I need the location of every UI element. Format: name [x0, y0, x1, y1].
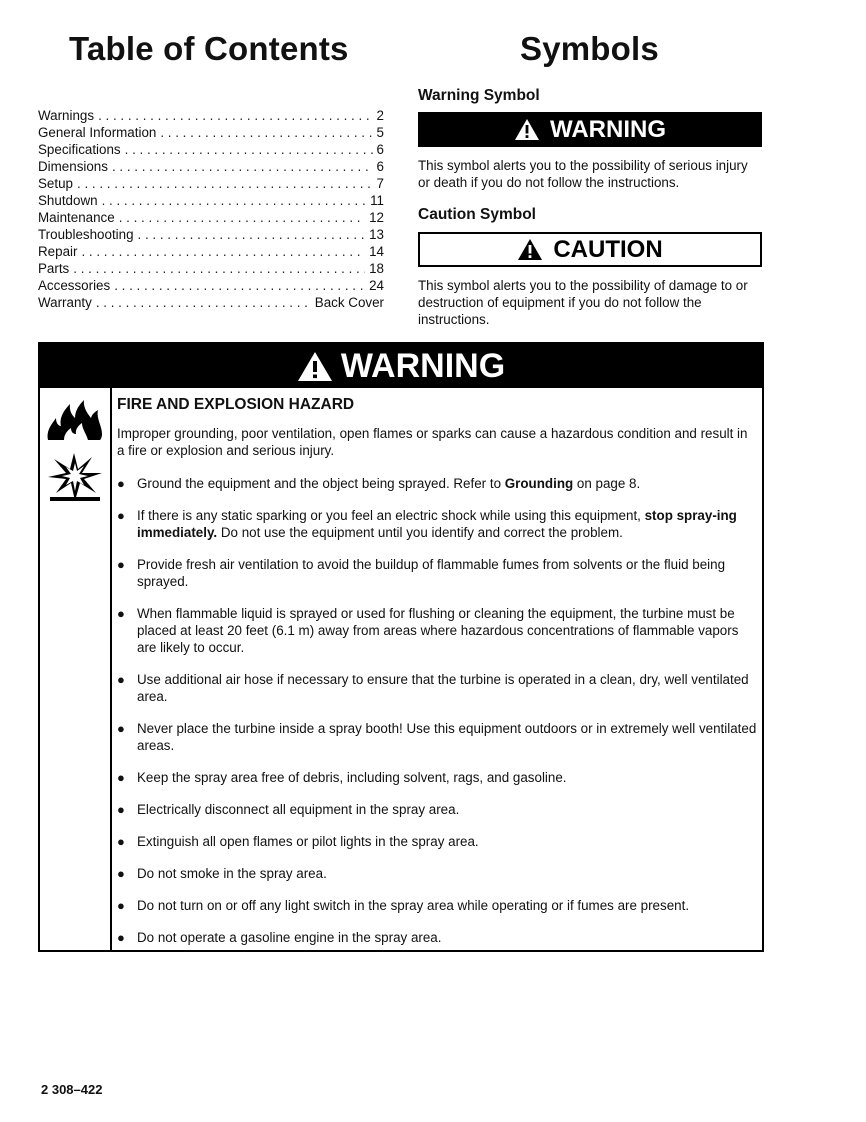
hazard-bullet-text [137, 897, 757, 914]
hazard-bullet-text [137, 720, 757, 754]
toc-entry [38, 294, 384, 311]
hazard-bullet-text [137, 507, 757, 541]
warning-symbol-label: WARNING [550, 115, 666, 143]
toc-list [38, 107, 384, 311]
toc-entry-label: Repair [38, 244, 78, 259]
toc-leader-dots [96, 294, 311, 311]
toc-entry [38, 209, 384, 226]
toc-entry-label: General Information [38, 125, 157, 140]
hazard-bullet-text [137, 671, 757, 705]
hazard-bullet [117, 801, 757, 818]
toc-entry-label: Parts [38, 261, 70, 276]
toc-entry-label: Troubleshooting [38, 227, 134, 242]
warning-triangle-icon [297, 351, 333, 382]
bullet-text-part: Keep the spray area free of debris, including solvent, rags, and gasoline. [137, 770, 567, 785]
caution-symbol-text: This symbol alerts you to the possibility of damage to or destruction of equipment if you do not follow the instructions. [418, 278, 748, 327]
toc-entry-page: 13 [369, 227, 384, 242]
toc-entry [38, 192, 384, 209]
hazard-intro: Improper grounding, poor ventilation, open flames or sparks can cause a hazardous condition and result in a fire or explosion and serious injury. [117, 426, 748, 458]
toc-leader-dots [102, 192, 367, 209]
bullet-icon: ● [117, 930, 125, 945]
fire-hazard-warning-block [38, 342, 764, 952]
hazard-bullet [117, 769, 757, 786]
hazard-title: FIRE AND EXPLOSION HAZARD [117, 396, 355, 413]
fire-icon [44, 396, 106, 442]
toc-leader-dots [114, 277, 365, 294]
toc-entry-page: 11 [370, 193, 384, 208]
toc-leader-dots [125, 141, 373, 158]
bullet-icon: ● [117, 672, 125, 687]
symbols-title: Symbols [520, 30, 659, 67]
toc-leader-dots [73, 260, 365, 277]
toc-entry-page: 7 [376, 176, 384, 191]
page-footer: 2 308–422 [41, 1082, 103, 1097]
hazard-bullet [117, 556, 757, 590]
bullet-icon: ● [117, 476, 125, 491]
toc-leader-dots [98, 107, 372, 124]
bullet-text-part: Electrically disconnect all equipment in the spray area. [137, 802, 460, 817]
bullet-text-part: Do not use the equipment until you identify and correct the problem. [217, 525, 623, 540]
bullet-icon: ● [117, 802, 125, 817]
hazard-bullet-text [137, 929, 757, 946]
toc-entry [38, 260, 384, 277]
toc-entry-page: 14 [369, 244, 384, 259]
bullet-text-part: Do not smoke in the spray area. [137, 866, 327, 881]
toc-entry [38, 158, 384, 175]
bullet-text-part: Never place the turbine inside a spray booth! Use this equipment outdoors or in extremely well ventilated areas. [137, 721, 757, 753]
hazard-bullet [117, 605, 757, 656]
hazard-bullet-text [137, 769, 757, 786]
bullet-text-emphasis: stop spray-ing immediately. [137, 508, 737, 540]
hazard-bullet [117, 897, 757, 914]
hazard-bullet [117, 865, 757, 882]
toc-entry-label: Setup [38, 176, 73, 191]
toc-entry [38, 141, 384, 158]
toc-entry-label: Accessories [38, 278, 111, 293]
bullet-icon: ● [117, 866, 125, 881]
hazard-bullet [117, 833, 757, 850]
bullet-text-emphasis: Grounding [504, 476, 574, 491]
bullet-icon: ● [117, 898, 125, 913]
hazard-warning-header [40, 344, 762, 388]
toc-entry-page: 12 [369, 210, 384, 225]
hazard-warning-label: WARNING [340, 346, 506, 385]
toc-leader-dots [119, 209, 365, 226]
bullet-text-part: Do not turn on or off any light switch in the spray area while operating or if fumes are present. [137, 898, 690, 913]
toc-entry [38, 124, 384, 141]
toc-entry [38, 175, 384, 192]
toc-entry-page: 6 [376, 142, 384, 157]
hazard-bullet [117, 929, 757, 946]
bullet-text-part: Provide fresh air ventilation to avoid the buildup of flammable fumes from solvents or the fluid being sprayed. [137, 557, 726, 589]
hazard-bullet [117, 507, 757, 541]
hazard-content [117, 396, 757, 961]
toc-leader-dots [160, 124, 372, 141]
warning-symbol-heading: Warning Symbol [418, 87, 540, 104]
toc-entry-label: Specifications [38, 142, 121, 157]
bullet-text-part: Do not operate a gasoline engine in the spray area. [137, 930, 442, 945]
toc-entry [38, 226, 384, 243]
toc-entry-page: 18 [369, 261, 384, 276]
hazard-bullet-text [137, 556, 757, 590]
warning-symbol-box [418, 112, 762, 147]
toc-entry-page: Back Cover [314, 295, 384, 310]
hazard-bullet [117, 720, 757, 754]
bullet-icon: ● [117, 721, 125, 736]
toc-title: Table of Contents [69, 30, 349, 67]
toc-entry-page: 24 [369, 278, 384, 293]
hazard-divider [110, 388, 112, 952]
bullet-text-part: Ground the equipment and the object being sprayed. Refer to [137, 476, 505, 491]
toc-entry-label: Dimensions [38, 159, 108, 174]
caution-symbol-box [418, 232, 762, 267]
warning-symbol-text: This symbol alerts you to the possibility of serious injury or death if you do not follow the instructions. [418, 158, 748, 190]
bullet-icon: ● [117, 770, 125, 785]
toc-entry [38, 107, 384, 124]
caution-symbol-label: CAUTION [553, 235, 663, 263]
toc-entry [38, 277, 384, 294]
bullet-text-part: When flammable liquid is sprayed or used for flushing or cleaning the equipment, the turbine must be placed at least 20 feet (6.1 m) away from areas where hazardous concentrations of flammable vapors are likely to occur. [137, 606, 739, 655]
toc-entry-label: Shutdown [38, 193, 98, 208]
toc-entry [38, 243, 384, 260]
toc-entry-page: 2 [376, 108, 384, 123]
toc-leader-dots [81, 243, 365, 260]
caution-symbol-heading: Caution Symbol [418, 206, 536, 223]
toc-entry-label: Warranty [38, 295, 92, 310]
toc-entry-label: Maintenance [38, 210, 115, 225]
warning-triangle-icon [514, 118, 540, 141]
hazard-bullet-text [137, 801, 757, 818]
bullet-icon: ● [117, 557, 125, 572]
bullet-icon: ● [117, 606, 125, 621]
bullet-icon: ● [117, 508, 125, 523]
bullet-text-part: Use additional air hose if necessary to ensure that the turbine is operated in a clean, dry, well ventilated area. [137, 672, 749, 704]
hazard-bullet-text [137, 865, 757, 882]
toc-leader-dots [138, 226, 366, 243]
bullet-text-part: If there is any static sparking or you feel an electric shock while using this equipment, [137, 508, 645, 523]
bullet-icon: ● [117, 834, 125, 849]
hazard-bullet [117, 475, 757, 492]
toc-leader-dots [112, 158, 373, 175]
toc-leader-dots [77, 175, 373, 192]
hazard-bullet-text [137, 605, 757, 656]
hazard-icons [44, 396, 106, 508]
toc-entry-page: 6 [376, 159, 384, 174]
caution-triangle-icon [517, 238, 543, 261]
hazard-bullet-list [117, 475, 757, 946]
hazard-bullet [117, 671, 757, 705]
bullet-text-part: Extinguish all open flames or pilot lights in the spray area. [137, 834, 479, 849]
hazard-bullet-text [137, 475, 757, 492]
toc-entry-label: Warnings [38, 108, 95, 123]
explosion-icon [44, 453, 106, 503]
toc-entry-page: 5 [376, 125, 384, 140]
bullet-text-part: on page 8. [573, 476, 641, 491]
hazard-bullet-text [137, 833, 757, 850]
